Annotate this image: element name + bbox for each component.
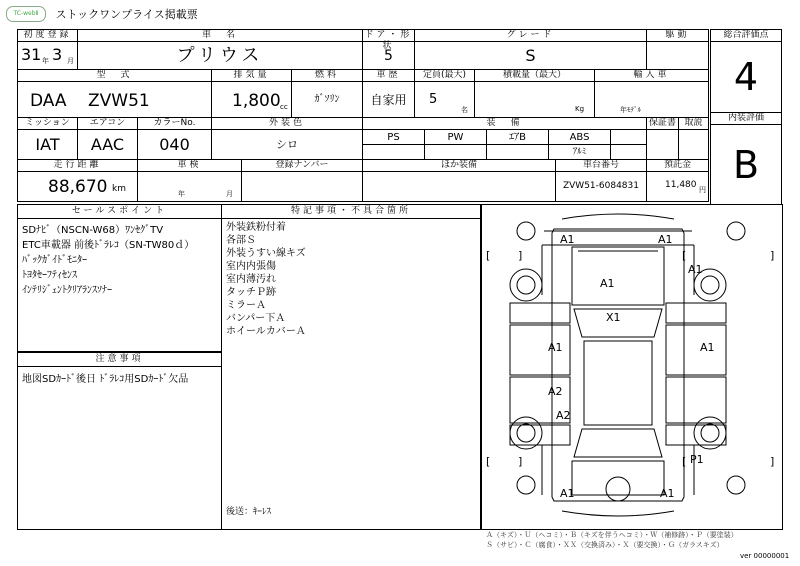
notes-panel: [17, 352, 222, 530]
bracket-left-bottom: [: [486, 455, 491, 468]
capacity: 5: [429, 92, 438, 107]
equip-ps: PS: [363, 130, 425, 145]
model-code: DAA: [30, 91, 67, 111]
label-equipment: 装 備: [363, 118, 647, 130]
label-interior-score: 内装評価: [711, 113, 781, 125]
damage-mark-rear-bumper-left: A1: [560, 487, 575, 500]
inspection-cell: [138, 172, 242, 201]
sales-line: ﾄﾖﾀｾｰﾌﾃｨｾﾝｽ: [22, 270, 77, 281]
bracket-left-bottom-close: ]: [518, 455, 523, 468]
deposit-unit: 円: [699, 186, 706, 194]
drive: [647, 42, 708, 70]
damage-mark-right-door: A1: [700, 341, 715, 354]
label-vin: 車台番号: [556, 160, 647, 172]
capacity-unit: 名: [461, 106, 468, 114]
interior-score: B: [732, 143, 760, 187]
label-manual: 取説: [679, 118, 708, 130]
aircon: AAC: [78, 130, 138, 160]
remark-line: 外装鉄粉付着: [226, 222, 286, 233]
equip-blank-1: [611, 130, 647, 145]
label-capacity: 定員(最大): [415, 70, 475, 82]
load-cell: [475, 82, 595, 118]
reg-year: 31: [21, 45, 42, 64]
tc-web-logo: TC-webⅡ: [6, 6, 46, 22]
warranty: [647, 130, 679, 160]
equip-alloy: ｱﾙﾐ: [549, 145, 611, 160]
manual: [679, 130, 708, 160]
label-import: 輸入車: [595, 70, 708, 82]
header: [6, 6, 198, 22]
capacity-cell: [415, 82, 475, 118]
sales-points-title: セールスポイント: [18, 205, 221, 219]
sales-line: ﾊﾞｯｸｶﾞｲﾄﾞﾓﾆﾀｰ: [22, 255, 87, 266]
remark-line: 各部Ｓ: [226, 235, 256, 246]
reg-month: 3: [52, 45, 63, 64]
exterior-color: シロ: [212, 130, 363, 160]
door-count: 5: [363, 42, 415, 70]
color-no: 040: [138, 130, 212, 160]
equip-blank-2: [363, 145, 425, 160]
damage-mark-right-rear: P1: [690, 453, 704, 466]
deposit: 11,480: [665, 180, 697, 190]
label-fuel: 燃料: [292, 70, 363, 82]
label-usage: 車歴: [363, 70, 415, 82]
damage-mark-rear-bumper-right: A1: [660, 487, 675, 500]
reg-month-unit: 月: [67, 57, 74, 65]
label-mileage: 走行距離: [18, 160, 138, 172]
damage-legend: [486, 530, 786, 550]
remark-line: ホイールカバーＡ: [226, 326, 306, 337]
score-box: [710, 29, 782, 205]
damage-mark-front-left: A1: [560, 233, 575, 246]
inspection-month: 月: [226, 190, 233, 198]
displacement: 1,800: [232, 91, 281, 111]
grade: S: [415, 42, 647, 70]
remark-line: バンパー下Ａ: [226, 313, 286, 324]
remark-line: タッチＰ跡: [226, 287, 276, 298]
equip-blank-5: [611, 145, 647, 160]
model-cell: [18, 82, 212, 118]
remark-line: 室内薄汚れ: [226, 274, 276, 285]
label-first-registration: 初度登録: [18, 30, 78, 42]
label-drive: 駆動: [647, 30, 708, 42]
label-exterior-color: 外装色: [212, 118, 363, 130]
sales-line: ｲﾝﾃﾘｼﾞｪﾝﾄｸﾘｱﾗﾝｽｿﾅｰ: [22, 285, 112, 296]
overall-score: 4: [711, 42, 781, 113]
sales-line: ETC車載器 前後ﾄﾞﾗﾚｺ（SN-TW80ｄ）: [22, 240, 195, 251]
damage-mark-front-right: A1: [658, 233, 673, 246]
label-model: 型 式: [18, 70, 212, 82]
mileage: 88,670: [48, 177, 108, 197]
sales-points-panel: [17, 204, 222, 352]
plate: [242, 172, 363, 201]
notes-line: 地図SDｶｰﾄﾞ後日 ﾄﾞﾗﾚｺ用SDｶｰﾄﾞ欠品: [22, 374, 189, 385]
vin: ZVW51-6084831: [556, 172, 647, 201]
remark-line: 外装うすい線キズ: [226, 248, 306, 259]
remarks-title: 特記事項・不具合箇所: [222, 205, 480, 219]
deposit-cell: [647, 172, 708, 201]
label-plate: 登録ナンバー: [242, 160, 363, 172]
vehicle-info-table: [17, 29, 709, 202]
car-diagram: [482, 205, 782, 529]
label-overall-score: 総合評価点: [711, 30, 781, 42]
damage-mark-right-fender: A1: [688, 263, 703, 276]
label-displacement: 排気量: [212, 70, 292, 82]
damage-mark-left-rear-wheel: A2: [556, 409, 571, 422]
load-unit: Kg: [575, 105, 585, 113]
damage-mark-hood: A1: [600, 277, 615, 290]
remarks-footer: 後送：ｷｰﾚｽ: [226, 507, 272, 517]
import-cell: [595, 82, 708, 118]
bracket-right-bottom: [: [682, 455, 687, 468]
remark-line: ミラーＡ: [226, 300, 266, 311]
model: ZVW51: [88, 91, 150, 111]
version-label: ver 00000001: [740, 552, 790, 560]
legend-line: Ａ（キズ）・Ｕ（ヘコミ）・Ｂ（キズを伴うヘコミ）・Ｗ（補修跡）・Ｐ（要塗装）: [486, 531, 738, 539]
remark-line: 室内内張傷: [226, 261, 276, 272]
mileage-unit: km: [112, 184, 126, 194]
remarks-panel: [221, 204, 481, 530]
mission: IAT: [18, 130, 78, 160]
displacement-cell: [212, 82, 292, 118]
damage-mark-roof: X1: [606, 311, 621, 324]
other-equip: [363, 172, 556, 201]
sales-line: SDﾅﾋﾞ（NSCN-W68）ﾜﾝｾｸﾞTV: [22, 225, 164, 236]
import-note: 年ﾓﾃﾞﾙ: [620, 106, 641, 114]
label-aircon: エアコン: [78, 118, 138, 130]
equip-pw: PW: [425, 130, 487, 145]
reg-era: 年: [42, 57, 49, 65]
label-mission: ミッション: [18, 118, 78, 130]
label-color-no: カラーNo.: [138, 118, 212, 130]
displacement-unit: cc: [280, 103, 288, 111]
label-deposit: 預託金: [647, 160, 708, 172]
bracket-right-top: [: [682, 249, 687, 262]
damage-mark-left-rear: A2: [548, 385, 563, 398]
car-name: プリウス: [78, 42, 363, 70]
fuel: ｶﾞｿﾘﾝ: [292, 82, 363, 118]
label-grade: グレード: [415, 30, 647, 42]
equip-abs: ABS: [549, 130, 611, 145]
bracket-left-top: [: [486, 249, 491, 262]
equip-blank-4: [487, 145, 549, 160]
usage: 自家用: [363, 82, 415, 118]
mileage-cell: [18, 172, 138, 201]
page-title: ストックワンプライス掲載票: [55, 8, 198, 21]
label-warranty: 保証書: [647, 118, 679, 130]
label-car-name: 車 名: [78, 30, 363, 42]
bracket-left-top-close: ]: [518, 249, 523, 262]
label-other-equip: ほか装備: [363, 160, 556, 172]
label-load: 積載量（最大）: [475, 70, 595, 82]
notes-title: 注意事項: [18, 353, 221, 367]
inspection-year: 年: [178, 190, 185, 198]
bracket-right-top-close: ]: [770, 249, 775, 262]
damage-mark-left-door: A1: [548, 341, 563, 354]
equip-blank-3: [425, 145, 487, 160]
label-door: ドア・形状: [363, 30, 415, 42]
bracket-right-bottom-close: ]: [770, 455, 775, 468]
label-inspection: 車検: [138, 160, 242, 172]
equip-airbag: ｴｱB: [487, 130, 549, 145]
first-registration: [18, 42, 78, 70]
legend-line: Ｓ（サビ）・Ｃ（腐食）・ＸＸ（交換済み）・Ｘ（要交換）・Ｇ（ガラスキズ）: [486, 541, 724, 549]
car-diagram-panel: [481, 204, 783, 530]
